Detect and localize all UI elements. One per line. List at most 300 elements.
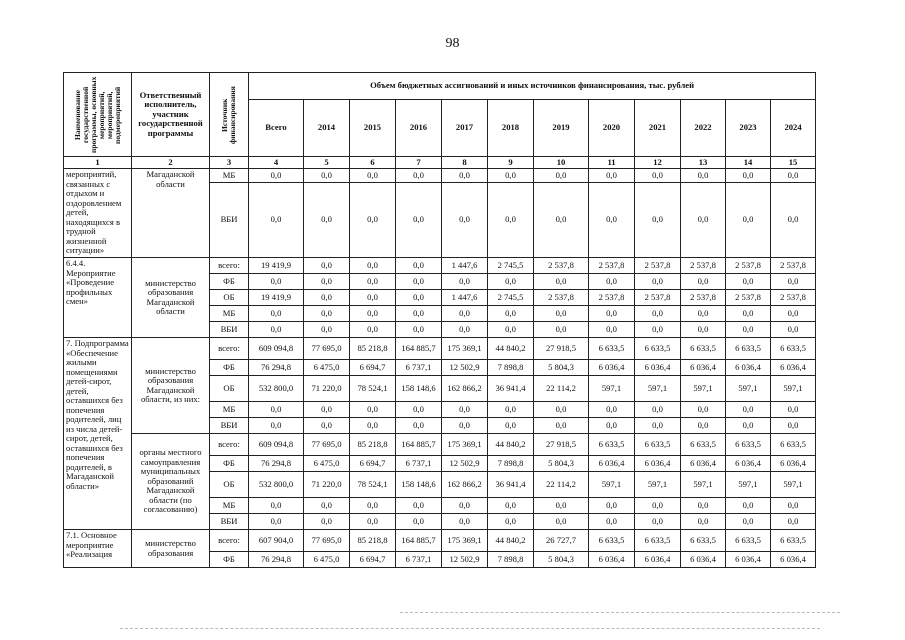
value-cell: 0,0	[304, 183, 350, 258]
source-cell: МБ	[210, 306, 249, 322]
value-cell: 6 036,4	[726, 552, 771, 568]
value-cell: 597,1	[635, 472, 681, 498]
value-cell: 0,0	[350, 169, 396, 183]
value-cell: 0,0	[726, 498, 771, 514]
value-cell: 7 898,8	[488, 360, 534, 376]
column-number: 7	[396, 157, 442, 169]
value-cell: 0,0	[304, 402, 350, 418]
value-cell: 0,0	[396, 290, 442, 306]
value-cell: 0,0	[488, 418, 534, 434]
value-cell: 0,0	[635, 169, 681, 183]
value-cell: 0,0	[442, 322, 488, 338]
header-year: 2023	[726, 100, 771, 157]
value-cell: 532 800,0	[249, 472, 304, 498]
value-cell: 0,0	[350, 274, 396, 290]
source-cell: всего:	[210, 434, 249, 456]
value-cell: 597,1	[726, 376, 771, 402]
header-year: 2019	[534, 100, 589, 157]
value-cell: 0,0	[249, 322, 304, 338]
value-cell: 162 866,2	[442, 376, 488, 402]
value-cell: 0,0	[635, 274, 681, 290]
value-cell: 597,1	[681, 376, 726, 402]
value-cell: 0,0	[726, 306, 771, 322]
table-row	[64, 258, 816, 274]
value-cell: 0,0	[350, 514, 396, 530]
header-year: 2017	[442, 100, 488, 157]
value-cell: 0,0	[681, 402, 726, 418]
value-cell: 0,0	[771, 498, 816, 514]
value-cell: 6 036,4	[771, 456, 816, 472]
header-name-cell	[64, 73, 132, 157]
source-cell: всего:	[210, 258, 249, 274]
value-cell: 1 447,6	[442, 290, 488, 306]
value-cell: 0,0	[350, 402, 396, 418]
value-cell: 12 502,9	[442, 552, 488, 568]
value-cell: 6 036,4	[589, 456, 635, 472]
value-cell: 0,0	[442, 514, 488, 530]
value-cell: 0,0	[534, 169, 589, 183]
value-cell: 597,1	[635, 376, 681, 402]
value-cell: 6 036,4	[681, 552, 726, 568]
source-cell: ВБИ	[210, 183, 249, 258]
value-cell: 6 633,5	[589, 434, 635, 456]
value-cell: 0,0	[488, 322, 534, 338]
value-cell: 597,1	[771, 472, 816, 498]
value-cell: 0,0	[681, 306, 726, 322]
value-cell: 22 114,2	[534, 472, 589, 498]
value-cell: 7 898,8	[488, 552, 534, 568]
value-cell: 0,0	[396, 498, 442, 514]
value-cell: 6 036,4	[635, 456, 681, 472]
table-row	[64, 338, 816, 360]
value-cell: 597,1	[726, 472, 771, 498]
value-cell: 6 036,4	[726, 456, 771, 472]
value-cell: 19 419,9	[249, 258, 304, 274]
column-number: 4	[249, 157, 304, 169]
value-cell: 0,0	[442, 169, 488, 183]
page-number: 98	[445, 36, 460, 51]
value-cell: 0,0	[442, 274, 488, 290]
value-cell: 6 694,7	[350, 360, 396, 376]
value-cell: 0,0	[304, 498, 350, 514]
value-cell: 12 502,9	[442, 360, 488, 376]
value-cell: 0,0	[249, 183, 304, 258]
value-cell: 0,0	[396, 169, 442, 183]
value-cell: 597,1	[589, 376, 635, 402]
source-cell: ФБ	[210, 552, 249, 568]
value-cell: 0,0	[589, 306, 635, 322]
column-number: 13	[681, 157, 726, 169]
value-cell: 2 537,8	[771, 290, 816, 306]
value-cell: 77 695,0	[304, 530, 350, 552]
value-cell: 0,0	[771, 183, 816, 258]
value-cell: 0,0	[771, 306, 816, 322]
header-year: 2021	[635, 100, 681, 157]
value-cell: 5 804,3	[534, 552, 589, 568]
value-cell: 44 840,2	[488, 338, 534, 360]
value-cell: 6 633,5	[589, 338, 635, 360]
value-cell: 0,0	[589, 169, 635, 183]
value-cell: 12 502,9	[442, 456, 488, 472]
value-cell: 0,0	[635, 418, 681, 434]
header-src-cell	[210, 73, 249, 157]
value-cell: 0,0	[442, 418, 488, 434]
value-cell: 0,0	[488, 274, 534, 290]
value-cell: 0,0	[488, 183, 534, 258]
value-cell: 175 369,1	[442, 530, 488, 552]
value-cell: 6 633,5	[681, 530, 726, 552]
value-cell: 0,0	[681, 514, 726, 530]
source-cell: МБ	[210, 402, 249, 418]
column-number: 1	[64, 157, 132, 169]
value-cell: 0,0	[681, 169, 726, 183]
value-cell: 0,0	[304, 322, 350, 338]
value-cell: 0,0	[635, 514, 681, 530]
header-year: 2015	[350, 100, 396, 157]
value-cell: 5 804,3	[534, 360, 589, 376]
value-cell: 0,0	[304, 258, 350, 274]
value-cell: 609 094,8	[249, 434, 304, 456]
table-row	[64, 530, 816, 552]
column-number: 12	[635, 157, 681, 169]
scan-artifact-line	[400, 612, 840, 613]
value-cell: 0,0	[635, 306, 681, 322]
value-cell: 26 727,7	[534, 530, 589, 552]
source-cell: ФБ	[210, 456, 249, 472]
value-cell: 0,0	[442, 306, 488, 322]
header-year: 2016	[396, 100, 442, 157]
value-cell: 175 369,1	[442, 434, 488, 456]
value-cell: 0,0	[726, 274, 771, 290]
value-cell: 36 941,4	[488, 376, 534, 402]
value-cell: 0,0	[726, 183, 771, 258]
value-cell: 2 537,8	[534, 258, 589, 274]
scan-artifact-line	[120, 628, 820, 629]
header-year: 2024	[771, 100, 816, 157]
value-cell: 0,0	[249, 169, 304, 183]
value-cell: 0,0	[635, 498, 681, 514]
value-cell: 175 369,1	[442, 338, 488, 360]
value-cell: 0,0	[249, 402, 304, 418]
value-cell: 0,0	[589, 514, 635, 530]
value-cell: 6 694,7	[350, 552, 396, 568]
value-cell: 0,0	[726, 169, 771, 183]
value-cell: 78 524,1	[350, 472, 396, 498]
value-cell: 0,0	[304, 290, 350, 306]
item-executor: министерство образования Магаданской области	[132, 258, 210, 338]
source-cell: всего:	[210, 530, 249, 552]
value-cell: 6 633,5	[635, 434, 681, 456]
value-cell: 2 745,5	[488, 258, 534, 274]
value-cell: 0,0	[396, 274, 442, 290]
value-cell: 2 537,8	[726, 290, 771, 306]
value-cell: 0,0	[534, 183, 589, 258]
column-number: 15	[771, 157, 816, 169]
value-cell: 0,0	[726, 418, 771, 434]
value-cell: 0,0	[488, 306, 534, 322]
value-cell: 0,0	[771, 322, 816, 338]
value-cell: 0,0	[589, 418, 635, 434]
value-cell: 27 918,5	[534, 434, 589, 456]
value-cell: 2 537,8	[681, 258, 726, 274]
value-cell: 6 633,5	[635, 338, 681, 360]
header-name: Наименование государственной программы, основных мероприятий, мероприятий, подмероприятий	[72, 76, 122, 153]
value-cell: 0,0	[396, 258, 442, 274]
value-cell: 0,0	[350, 418, 396, 434]
value-cell: 6 633,5	[589, 530, 635, 552]
value-cell: 0,0	[442, 498, 488, 514]
value-cell: 0,0	[350, 258, 396, 274]
header-year: Всего	[249, 100, 304, 157]
source-cell: ОБ	[210, 290, 249, 306]
value-cell: 6 737,1	[396, 552, 442, 568]
source-cell: МБ	[210, 498, 249, 514]
value-cell: 0,0	[534, 274, 589, 290]
value-cell: 2 537,8	[534, 290, 589, 306]
column-number: 3	[210, 157, 249, 169]
value-cell: 0,0	[534, 402, 589, 418]
value-cell: 0,0	[396, 418, 442, 434]
value-cell: 158 148,6	[396, 376, 442, 402]
value-cell: 0,0	[304, 418, 350, 434]
value-cell: 5 804,3	[534, 456, 589, 472]
header-exec: Ответственный исполнитель, участник государственной программы	[132, 73, 210, 157]
value-cell: 607 904,0	[249, 530, 304, 552]
value-cell: 0,0	[534, 498, 589, 514]
column-number: 5	[304, 157, 350, 169]
value-cell: 6 036,4	[726, 360, 771, 376]
value-cell: 0,0	[534, 322, 589, 338]
value-cell: 0,0	[304, 514, 350, 530]
item-executor: Магаданской области	[132, 169, 210, 258]
value-cell: 0,0	[681, 274, 726, 290]
value-cell: 0,0	[635, 183, 681, 258]
value-cell: 77 695,0	[304, 338, 350, 360]
value-cell: 0,0	[635, 402, 681, 418]
value-cell: 36 941,4	[488, 472, 534, 498]
value-cell: 0,0	[726, 514, 771, 530]
value-cell: 0,0	[249, 498, 304, 514]
value-cell: 0,0	[396, 514, 442, 530]
value-cell: 6 737,1	[396, 456, 442, 472]
value-cell: 71 220,0	[304, 376, 350, 402]
value-cell: 609 094,8	[249, 338, 304, 360]
item-name: 7.1. Основное мероприятие «Реализация	[64, 530, 132, 568]
value-cell: 0,0	[771, 514, 816, 530]
value-cell: 0,0	[249, 418, 304, 434]
value-cell: 2 537,8	[726, 258, 771, 274]
value-cell: 0,0	[304, 169, 350, 183]
value-cell: 6 633,5	[726, 338, 771, 360]
value-cell: 0,0	[488, 514, 534, 530]
value-cell: 0,0	[726, 322, 771, 338]
source-cell: ВБИ	[210, 514, 249, 530]
value-cell: 0,0	[396, 306, 442, 322]
value-cell: 0,0	[681, 322, 726, 338]
value-cell: 0,0	[534, 418, 589, 434]
value-cell: 597,1	[681, 472, 726, 498]
value-cell: 0,0	[589, 274, 635, 290]
value-cell: 6 036,4	[635, 552, 681, 568]
value-cell: 6 475,0	[304, 360, 350, 376]
source-cell: всего:	[210, 338, 249, 360]
value-cell: 85 218,8	[350, 338, 396, 360]
source-cell: ВБИ	[210, 418, 249, 434]
value-cell: 0,0	[771, 274, 816, 290]
value-cell: 158 148,6	[396, 472, 442, 498]
value-cell: 6 694,7	[350, 456, 396, 472]
source-cell: ОБ	[210, 472, 249, 498]
value-cell: 76 294,8	[249, 456, 304, 472]
value-cell: 0,0	[681, 418, 726, 434]
column-number: 6	[350, 157, 396, 169]
value-cell: 6 633,5	[635, 530, 681, 552]
value-cell: 0,0	[589, 322, 635, 338]
value-cell: 78 524,1	[350, 376, 396, 402]
value-cell: 0,0	[249, 306, 304, 322]
value-cell: 71 220,0	[304, 472, 350, 498]
value-cell: 2 537,8	[589, 290, 635, 306]
value-cell: 2 745,5	[488, 290, 534, 306]
column-number: 2	[132, 157, 210, 169]
source-cell: ФБ	[210, 360, 249, 376]
value-cell: 6 633,5	[771, 530, 816, 552]
value-cell: 0,0	[589, 183, 635, 258]
value-cell: 0,0	[771, 418, 816, 434]
value-cell: 0,0	[304, 306, 350, 322]
value-cell: 22 114,2	[534, 376, 589, 402]
budget-table	[63, 72, 816, 568]
value-cell: 6 633,5	[726, 530, 771, 552]
table-row	[64, 434, 816, 456]
value-cell: 77 695,0	[304, 434, 350, 456]
value-cell: 162 866,2	[442, 472, 488, 498]
value-cell: 164 885,7	[396, 338, 442, 360]
table-row	[64, 169, 816, 183]
value-cell: 6 633,5	[771, 338, 816, 360]
source-cell: ОБ	[210, 376, 249, 402]
value-cell: 2 537,8	[771, 258, 816, 274]
column-number: 11	[589, 157, 635, 169]
value-cell: 1 447,6	[442, 258, 488, 274]
header-row-top	[64, 73, 816, 100]
value-cell: 0,0	[249, 274, 304, 290]
value-cell: 0,0	[304, 274, 350, 290]
value-cell: 2 537,8	[635, 290, 681, 306]
value-cell: 0,0	[771, 402, 816, 418]
value-cell: 597,1	[589, 472, 635, 498]
value-cell: 6 633,5	[681, 338, 726, 360]
value-cell: 0,0	[396, 322, 442, 338]
value-cell: 6 036,4	[771, 552, 816, 568]
value-cell: 0,0	[488, 498, 534, 514]
item-executor: министерство образования Магаданской области, из них:	[132, 338, 210, 434]
header-year: 2022	[681, 100, 726, 157]
value-cell: 27 918,5	[534, 338, 589, 360]
header-src: Источник финансирования	[220, 85, 237, 144]
source-cell: ФБ	[210, 274, 249, 290]
value-cell: 6 036,4	[771, 360, 816, 376]
column-number: 14	[726, 157, 771, 169]
value-cell: 2 537,8	[589, 258, 635, 274]
value-cell: 6 633,5	[771, 434, 816, 456]
value-cell: 6 036,4	[681, 360, 726, 376]
value-cell: 19 419,9	[249, 290, 304, 306]
source-cell: МБ	[210, 169, 249, 183]
source-cell: ВБИ	[210, 322, 249, 338]
value-cell: 164 885,7	[396, 530, 442, 552]
value-cell: 0,0	[350, 498, 396, 514]
value-cell: 2 537,8	[681, 290, 726, 306]
header-year: 2020	[589, 100, 635, 157]
value-cell: 76 294,8	[249, 360, 304, 376]
item-executor: министерство образования	[132, 530, 210, 568]
column-number: 10	[534, 157, 589, 169]
value-cell: 0,0	[350, 306, 396, 322]
value-cell: 597,1	[771, 376, 816, 402]
value-cell: 85 218,8	[350, 434, 396, 456]
item-name: 7. Подпрограмма «Обеспечение жилыми помещениями детей-сирот, детей, оставшихся без попечения родителей, лиц из числа детей-сирот, детей, оставшихся без попечения родителей, в Магаданской области»	[64, 338, 132, 530]
value-cell: 2 537,8	[635, 258, 681, 274]
value-cell: 6 036,4	[635, 360, 681, 376]
value-cell: 6 633,5	[681, 434, 726, 456]
value-cell: 0,0	[488, 402, 534, 418]
value-cell: 0,0	[488, 169, 534, 183]
value-cell: 44 840,2	[488, 434, 534, 456]
value-cell: 7 898,8	[488, 456, 534, 472]
value-cell: 6 737,1	[396, 360, 442, 376]
value-cell: 0,0	[249, 514, 304, 530]
value-cell: 0,0	[396, 402, 442, 418]
column-number-row	[64, 157, 816, 169]
value-cell: 0,0	[396, 183, 442, 258]
header-year: 2018	[488, 100, 534, 157]
value-cell: 6 633,5	[726, 434, 771, 456]
value-cell: 0,0	[726, 402, 771, 418]
value-cell: 0,0	[534, 514, 589, 530]
value-cell: 532 800,0	[249, 376, 304, 402]
header-year: 2014	[304, 100, 350, 157]
value-cell: 85 218,8	[350, 530, 396, 552]
value-cell: 6 036,4	[589, 552, 635, 568]
value-cell: 0,0	[350, 183, 396, 258]
column-number: 8	[442, 157, 488, 169]
value-cell: 0,0	[635, 322, 681, 338]
item-name: 6.4.4. Мероприятие «Проведение профильных смен»	[64, 258, 132, 338]
column-number: 9	[488, 157, 534, 169]
value-cell: 44 840,2	[488, 530, 534, 552]
item-executor: органы местного самоуправления муниципальных образований Магаданской области (по согласованию)	[132, 434, 210, 530]
value-cell: 0,0	[681, 183, 726, 258]
value-cell: 0,0	[589, 498, 635, 514]
value-cell: 6 475,0	[304, 552, 350, 568]
value-cell: 0,0	[771, 169, 816, 183]
value-cell: 0,0	[681, 498, 726, 514]
value-cell: 6 475,0	[304, 456, 350, 472]
value-cell: 76 294,8	[249, 552, 304, 568]
value-cell: 0,0	[534, 306, 589, 322]
value-cell: 0,0	[589, 402, 635, 418]
value-cell: 6 036,4	[681, 456, 726, 472]
item-name: мероприятий, связанных с отдыхом и оздоровлением детей, находящихся в трудной жизненной ситуации»	[64, 169, 132, 258]
value-cell: 0,0	[350, 322, 396, 338]
value-cell: 0,0	[350, 290, 396, 306]
value-cell: 6 036,4	[589, 360, 635, 376]
value-cell: 0,0	[442, 183, 488, 258]
value-cell: 164 885,7	[396, 434, 442, 456]
header-volume: Объем бюджетных ассигнований и иных источников финансирования, тыс. рублей	[249, 73, 816, 100]
value-cell: 0,0	[442, 402, 488, 418]
